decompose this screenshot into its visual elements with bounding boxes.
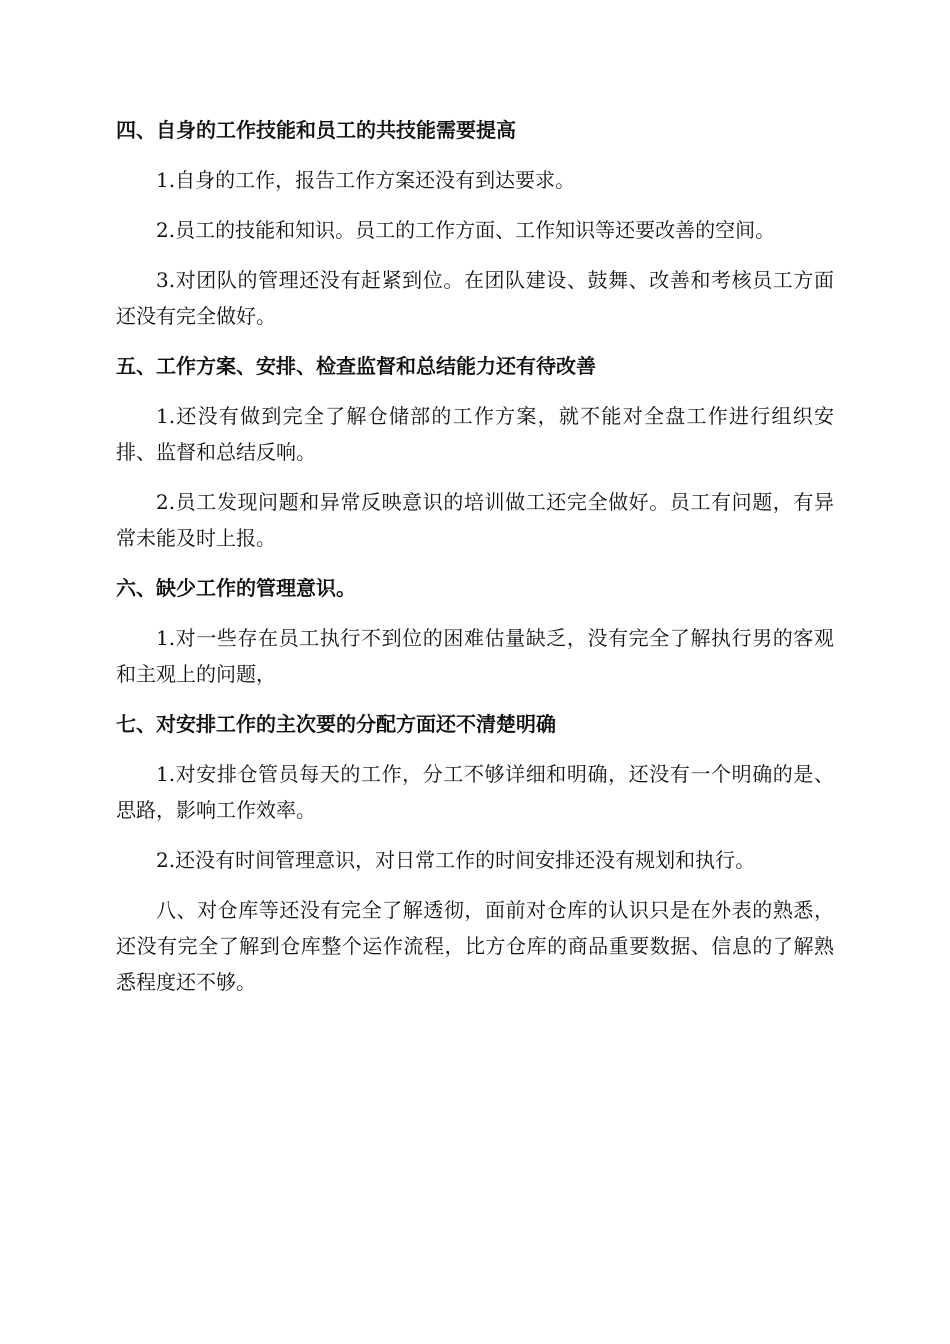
paragraph-6-1: 1.对一些存在员工执行不到位的困难估量缺乏，没有完全了解执行男的客观和主观上的问题， [116, 626, 834, 686]
paragraph-7-1: 1.对安排仓管员每天的工作，分工不够详细和明确，还没有一个明确的是、思路，影响工作效率。 [116, 762, 834, 822]
paragraph-8: 八、对仓库等还没有完全了解透彻，面前对仓库的认识只是在外表的熟悉，还没有完全了解到仓库整个运作流程，比方仓库的商品重要数据、信息的了解熟悉程度还不够。 [116, 898, 834, 994]
section-heading-5: 五、工作方案、安排、检查监督和总结能力还有待改善 [116, 354, 596, 378]
section-heading-6: 六、缺少工作的管理意识。 [116, 576, 356, 600]
paragraph-4-3: 3.对团队的管理还没有赶紧到位。在团队建设、鼓舞、改善和考核员工方面还没有完全做好。 [116, 268, 834, 328]
paragraph-4-2: 2.员工的技能和知识。员工的工作方面、工作知识等还要改善的空间。 [156, 218, 776, 242]
paragraph-4-1: 1.自身的工作，报告工作方案还没有到达要求。 [156, 168, 576, 192]
paragraph-5-1: 1.还没有做到完全了解仓储部的工作方案，就不能对全盘工作进行组织安排、监督和总结反响。 [116, 404, 834, 464]
document-page [116, 112, 834, 1014]
paragraph-5-2: 2.员工发现问题和异常反映意识的培训做工还完全做好。员工有问题，有异常未能及时上报。 [116, 490, 834, 550]
paragraph-7-2: 2.还没有时间管理意识，对日常工作的时间安排还没有规划和执行。 [156, 848, 756, 872]
section-heading-4: 四、自身的工作技能和员工的共技能需要提高 [116, 118, 516, 142]
section-heading-7: 七、对安排工作的主次要的分配方面还不清楚明确 [116, 712, 556, 736]
